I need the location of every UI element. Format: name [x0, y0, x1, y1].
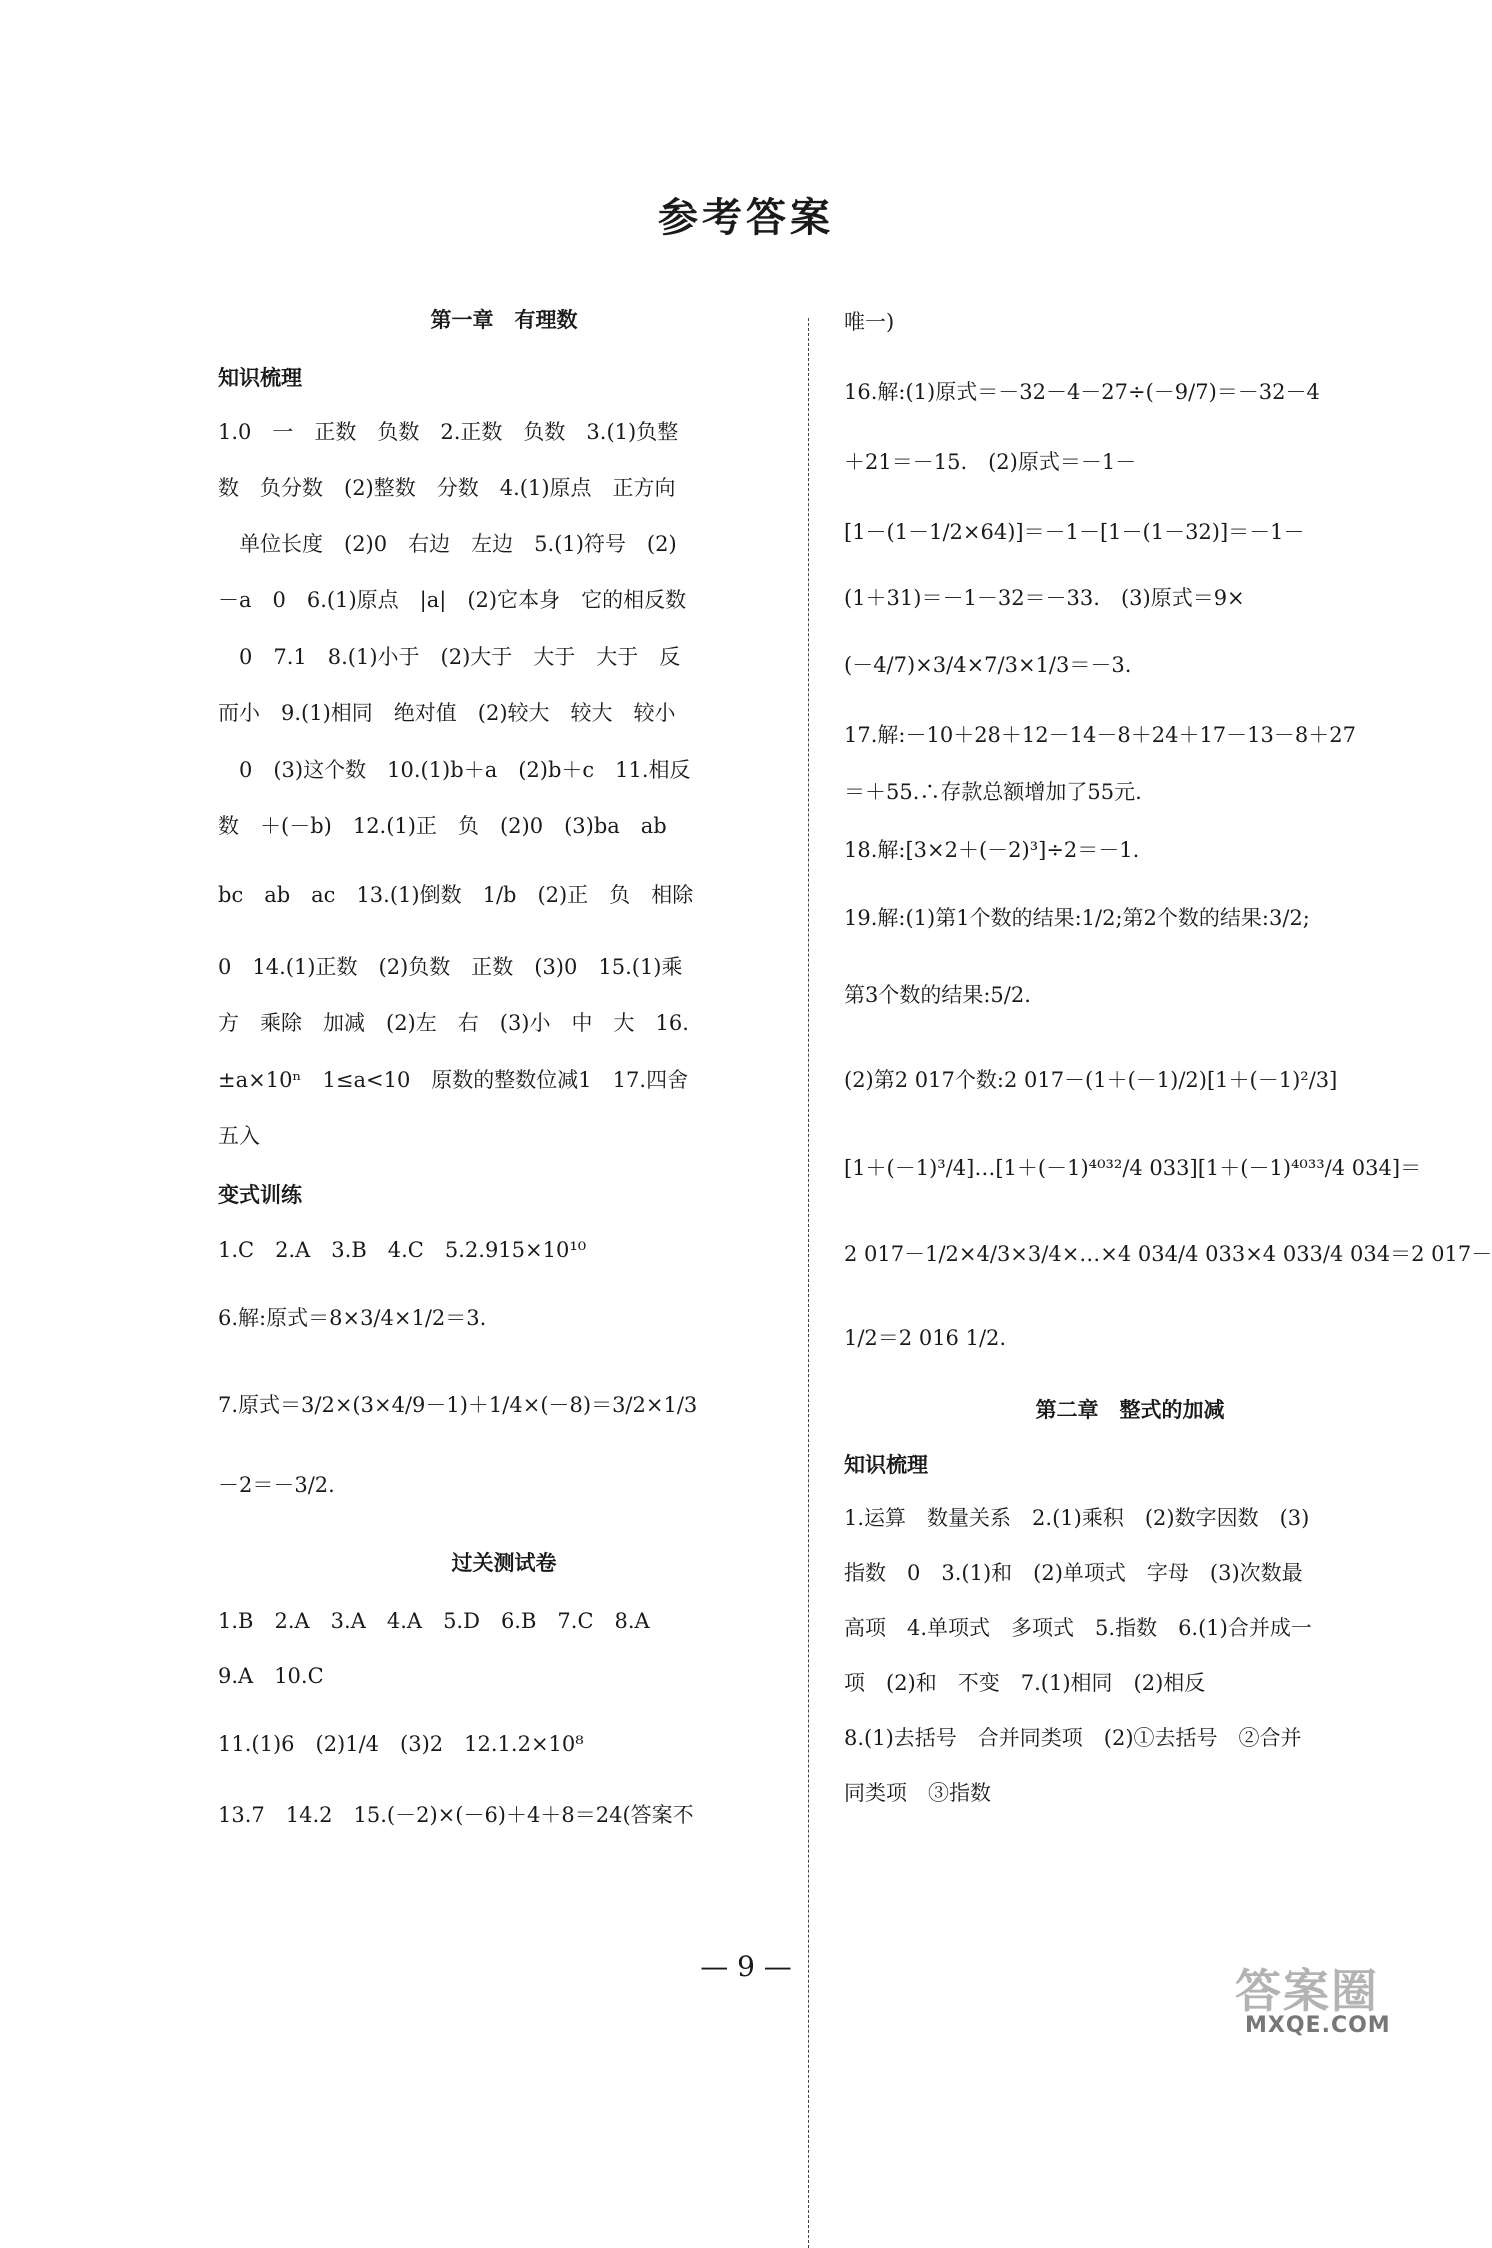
left-text-line: －2＝－3/2.	[218, 1473, 335, 1497]
right-text-line: 18.解:[3×2＋(－2)³]÷2＝－1.	[844, 838, 1140, 862]
left-text-line: 0 14.(1)正数 (2)负数 正数 (3)0 15.(1)乘	[218, 955, 683, 979]
watermark-logo	[1225, 1955, 1490, 2043]
right-text-line: 同类项 ③指数	[844, 1781, 991, 1805]
left-text-line: 五入	[218, 1124, 260, 1148]
right-text-line: ＋21＝－15. (2)原式＝－1－	[844, 450, 1137, 474]
right-text-line: (1＋31)＝－1－32＝－33. (3)原式＝9×	[844, 586, 1245, 610]
left-text-line: 数 ＋(－b) 12.(1)正 负 (2)0 (3)ba ab	[218, 814, 667, 838]
left-text-line: 0 (3)这个数 10.(1)b＋a (2)b＋c 11.相反	[218, 758, 691, 782]
left-text-line: 0 7.1 8.(1)小于 (2)大于 大于 大于 反	[218, 645, 681, 669]
right-text-line: 1.运算 数量关系 2.(1)乘积 (2)数字因数 (3)	[844, 1506, 1310, 1530]
left-text-line: 9.A 10.C	[218, 1664, 324, 1688]
right-text-line: 2 017－1/2×4/3×3/4×…×4 034/4 033×4 033/4 034＝2 017－	[844, 1242, 1492, 1266]
right-text-line: [1－(1－1/2×64)]＝－1－[1－(1－32)]＝－1－	[844, 520, 1305, 544]
right-text-line: 指数 0 3.(1)和 (2)单项式 字母 (3)次数最	[844, 1561, 1303, 1585]
watermark-logo-text: 答案圈	[1235, 1964, 1379, 2018]
right-text-line: 第3个数的结果:5/2.	[844, 983, 1031, 1007]
left-text-line: 1.C 2.A 3.B 4.C 5.2.915×10¹⁰	[218, 1238, 587, 1262]
right-text-line: 8.(1)去括号 合并同类项 (2)①去括号 ②合并	[844, 1726, 1302, 1750]
right-text-line: 1/2＝2 016 1/2.	[844, 1326, 1007, 1350]
left-text-line: bc ab ac 13.(1)倒数 1/b (2)正 负 相除	[218, 883, 694, 907]
left-heading: 过关测试卷	[451, 1551, 557, 1575]
right-heading: 第二章 整式的加减	[1035, 1398, 1225, 1422]
left-heading: 变式训练	[218, 1183, 302, 1207]
left-text-line: 1.B 2.A 3.A 4.A 5.D 6.B 7.C 8.A	[218, 1609, 650, 1633]
right-text-line: 唯一)	[844, 310, 895, 334]
left-text-line: 13.7 14.2 15.(－2)×(－6)＋4＋8＝24(答案不	[218, 1803, 694, 1827]
left-text-line: 单位长度 (2)0 右边 左边 5.(1)符号 (2)	[218, 532, 677, 556]
right-text-line: [1＋(－1)³/4]…[1＋(－1)⁴⁰³²/4 033][1＋(－1)⁴⁰³³/4 034]＝	[844, 1156, 1422, 1180]
right-text-line: 17.解:－10＋28＋12－14－8＋24＋17－13－8＋27	[844, 723, 1356, 747]
left-text-line: 而小 9.(1)相同 绝对值 (2)较大 较大 较小	[218, 701, 676, 725]
left-text-line: 数 负分数 (2)整数 分数 4.(1)原点 正方向	[218, 476, 676, 500]
left-text-line: ±a×10ⁿ 1≤a<10 原数的整数位减1 17.四舍	[218, 1068, 689, 1092]
left-heading: 知识梳理	[218, 366, 302, 390]
right-text-line: 16.解:(1)原式＝－32－4－27÷(－9/7)＝－32－4	[844, 380, 1320, 404]
right-text-line: ＝＋55.∴存款总额增加了55元.	[844, 780, 1142, 804]
left-text-line: 7.原式＝3/2×(3×4/9－1)＋1/4×(－8)＝3/2×1/3	[218, 1393, 698, 1417]
page-title: 参考答案	[658, 195, 834, 241]
left-text-line: 方 乘除 加减 (2)左 右 (3)小 中 大 16.	[218, 1011, 689, 1035]
right-text-line: 高项 4.单项式 多项式 5.指数 6.(1)合并成一	[844, 1616, 1312, 1640]
watermark-url: MXQE.COM	[1245, 2013, 1391, 2038]
page-number: — 9 —	[700, 1950, 792, 1983]
right-text-line: 项 (2)和 不变 7.(1)相同 (2)相反	[844, 1671, 1206, 1695]
right-heading: 知识梳理	[844, 1453, 928, 1477]
left-text-line: 11.(1)6 (2)1/4 (3)2 12.1.2×10⁸	[218, 1732, 584, 1756]
left-text-line: 6.解:原式＝8×3/4×1/2＝3.	[218, 1306, 487, 1330]
right-text-line: (－4/7)×3/4×7/3×1/3＝－3.	[844, 653, 1132, 677]
right-text-line: 19.解:(1)第1个数的结果:1/2;第2个数的结果:3/2;	[844, 906, 1310, 930]
left-heading: 第一章 有理数	[430, 308, 578, 332]
left-text-line: 1.0 一 正数 负数 2.正数 负数 3.(1)负整	[218, 420, 679, 444]
left-text-line: －a 0 6.(1)原点 |a| (2)它本身 它的相反数	[218, 588, 687, 612]
right-text-line: (2)第2 017个数:2 017－(1＋(－1)/2)[1＋(－1)²/3]	[844, 1068, 1338, 1092]
